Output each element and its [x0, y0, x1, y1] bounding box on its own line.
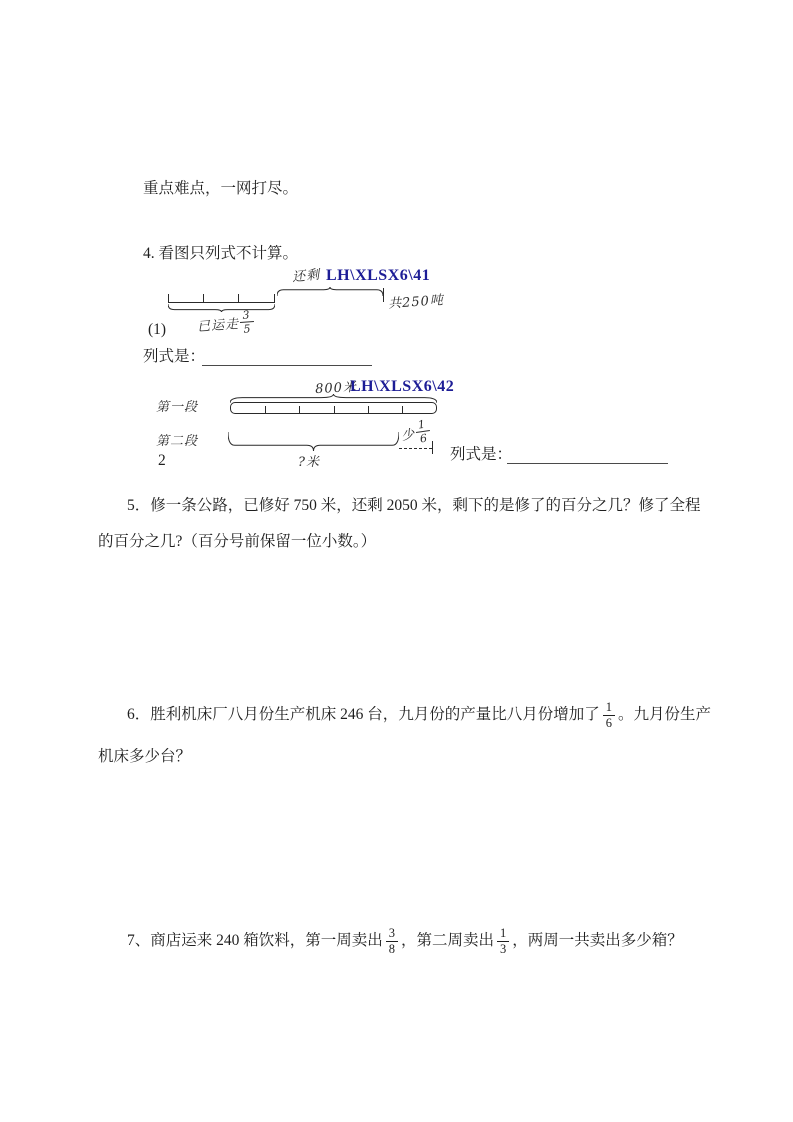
q6-text-post: 。九月份生产: [618, 705, 712, 723]
end-tick: [383, 288, 384, 302]
bar-tick: [368, 406, 369, 413]
bar-tick: [265, 406, 266, 413]
blue-filename-tag-1: LH\XLSX6\41: [326, 267, 431, 284]
tick-mark: [274, 294, 275, 303]
handwritten-done-text: 已运走: [196, 317, 240, 336]
done-fraction: $\frac{3}{5}$: [239, 309, 255, 335]
segment-1-bar: [230, 402, 437, 414]
handwritten-less-label: [399, 418, 432, 447]
bar-tick: [334, 406, 335, 413]
tick-mark: [238, 294, 239, 303]
q7-text-mid: ，第二周卖出: [401, 931, 495, 949]
answer-blank-1: [202, 365, 372, 366]
q7-fraction-1: $\frac{3}{8}$: [386, 927, 398, 955]
tick-mark: [168, 294, 169, 303]
handwritten-remain-label: 还剩: [291, 267, 321, 286]
blue-filename-tag-2: LH\XLSX6\42: [350, 378, 455, 395]
q7-fraction-2: $\frac{1}{3}$: [497, 927, 509, 955]
expression-label-1: 列式是：: [143, 348, 206, 365]
over-brace: [277, 287, 383, 296]
header-note: 重点难点，一网打尽。: [143, 180, 299, 197]
segment-2-label: 第二段: [156, 434, 199, 449]
handwritten-done-label: [196, 309, 256, 338]
q6-fraction: $\frac{1}{6}$: [603, 701, 615, 729]
q7-text-post: ，两周一共卖出多少箱？: [512, 931, 683, 949]
q6-text-pre: 6．胜利机床厂八月份生产机床 246 台，九月份的产量比八月份增加了: [127, 705, 600, 723]
question-5-line-1: 5．修一条公路，已修好 750 米，还剩 2050 米，剩下的是修了的百分之几？修了全程: [127, 497, 701, 514]
handwritten-length-label: 800米: [314, 379, 358, 398]
question-6-line-2: 机床多少台？: [98, 748, 192, 765]
segment-line: [168, 302, 275, 303]
bar-tick: [299, 406, 300, 413]
part-1-index: (1): [148, 321, 167, 338]
question-7-line: [127, 922, 683, 960]
segment-2-brace: [228, 432, 399, 451]
expression-label-2: 列式是：: [450, 446, 513, 463]
unknown-length-label: ?米: [298, 455, 320, 470]
answer-blank-2: [507, 463, 668, 464]
bar-tick: [402, 406, 403, 413]
tick-mark: [203, 294, 204, 303]
less-text: 少: [400, 427, 417, 444]
dash-end-tick: [432, 441, 433, 454]
dashed-difference-line: [399, 448, 432, 449]
less-fraction: $\frac{1}{6}$: [414, 418, 431, 445]
q7-text-pre: 7、商店运来 240 箱饮料，第一周卖出: [127, 931, 383, 949]
segment-1-label: 第一段: [156, 400, 199, 415]
question-6-line-1: [127, 696, 711, 734]
page-number: 2: [158, 452, 166, 469]
question-5-line-2: 的百分之几?（百分号前保留一位小数。）: [98, 533, 377, 550]
question-4-title: 4. 看图只列式不计算。: [143, 245, 299, 262]
handwritten-total-label: 共250吨: [387, 293, 445, 312]
